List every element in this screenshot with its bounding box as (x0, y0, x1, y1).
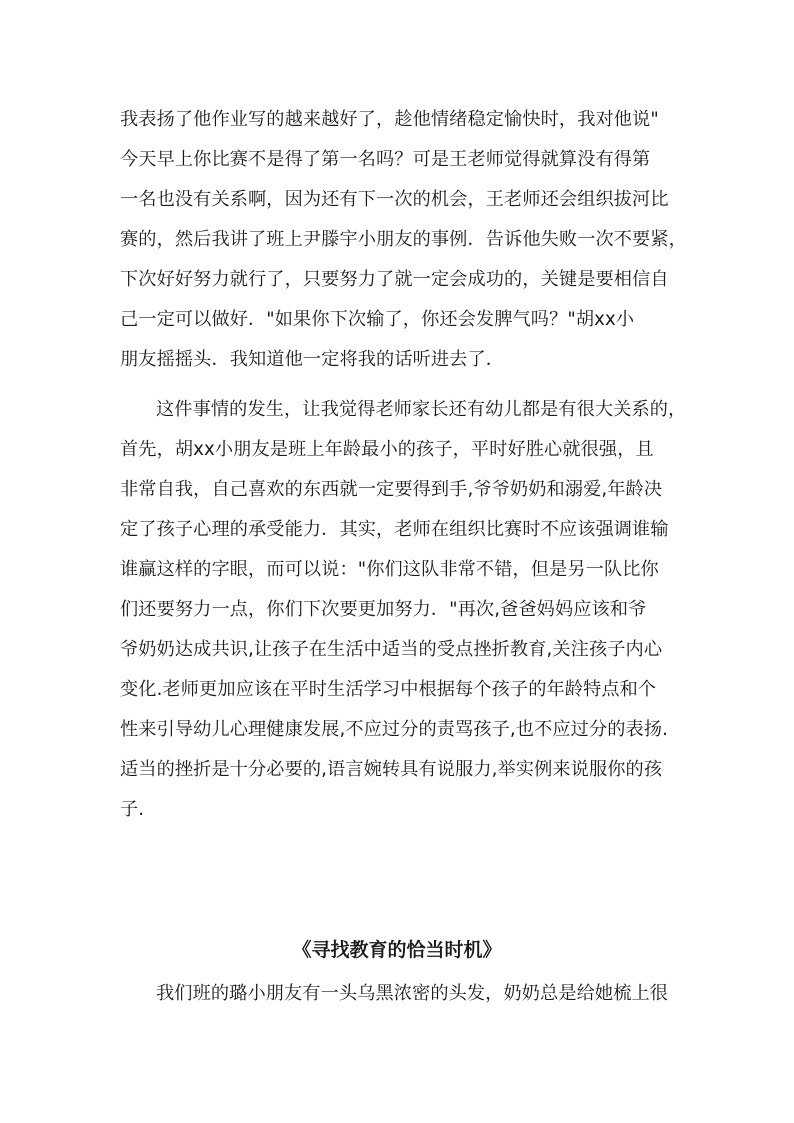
paragraph-line: 定了孩子心理的承受能力．其实，老师在组织比赛时不应该强调谁输 (120, 519, 669, 540)
paragraph-line: 适当的挫折是十分必要的,语言婉转具有说服力,举实例来说服你的孩 (120, 759, 663, 780)
section-title: 《寻找教育的恰当时机》 (292, 939, 502, 961)
paragraph-line: 这件事情的发生，让我觉得老师家长还有幼儿都是有很大关系的， (156, 399, 687, 420)
paragraph-line: 赛的，然后我讲了班上尹滕宇小朋友的事例．告诉他失败一次不要紧， (120, 229, 687, 250)
paragraph-line: 朋友摇摇头．我知道他一定将我的话听进去了． (120, 349, 505, 370)
paragraph-line: 们还要努力一点，你们下次要更加努力．"再次,爸爸妈妈应该和爷 (120, 599, 647, 620)
paragraph-line: 我们班的璐小朋友有一头乌黑浓密的头发，奶奶总是给她梳上很 (156, 983, 669, 1004)
paragraph-line: 变化.老师更加应该在平时生活学习中根据每个孩子的年龄特点和个 (120, 679, 657, 700)
paragraph-line: 非常自我，自己喜欢的东西就一定要得到手,爷爷奶奶和溺爱,年龄决 (120, 479, 663, 500)
paragraph-line: 下次好好努力就行了，只要努力了就一定会成功的，关键是要相信自 (120, 269, 669, 290)
paragraph-line: 一名也没有关系啊，因为还有下一次的机会，王老师还会组织拔河比 (120, 189, 669, 210)
paragraph-line: 谁赢这样的字眼，而可以说："你们这队非常不错，但是另一队比你 (120, 559, 659, 580)
paragraph-line: 己一定可以做好．"如果你下次输了，你还会发脾气吗？"胡xx小 (120, 309, 635, 330)
paragraph-line: 性来引导幼儿心理健康发展,不应过分的责骂孩子,也不应过分的表扬. (120, 719, 668, 740)
paragraph-line: 首先，胡xx小朋友是班上年龄最小的孩子，平时好胜心就很强，且 (120, 439, 654, 460)
paragraph-line: 子. (120, 799, 145, 820)
paragraph-line: 今天早上你比赛不是得了第一名吗？可是王老师觉得就算没有得第 (120, 149, 651, 170)
paragraph-line: 我表扬了他作业写的越来越好了，趁他情绪稳定愉快时，我对他说" (120, 109, 659, 130)
paragraph-line: 爷奶奶达成共识,让孩子在生活中适当的受点挫折教育,关注孩子内心 (120, 639, 663, 660)
